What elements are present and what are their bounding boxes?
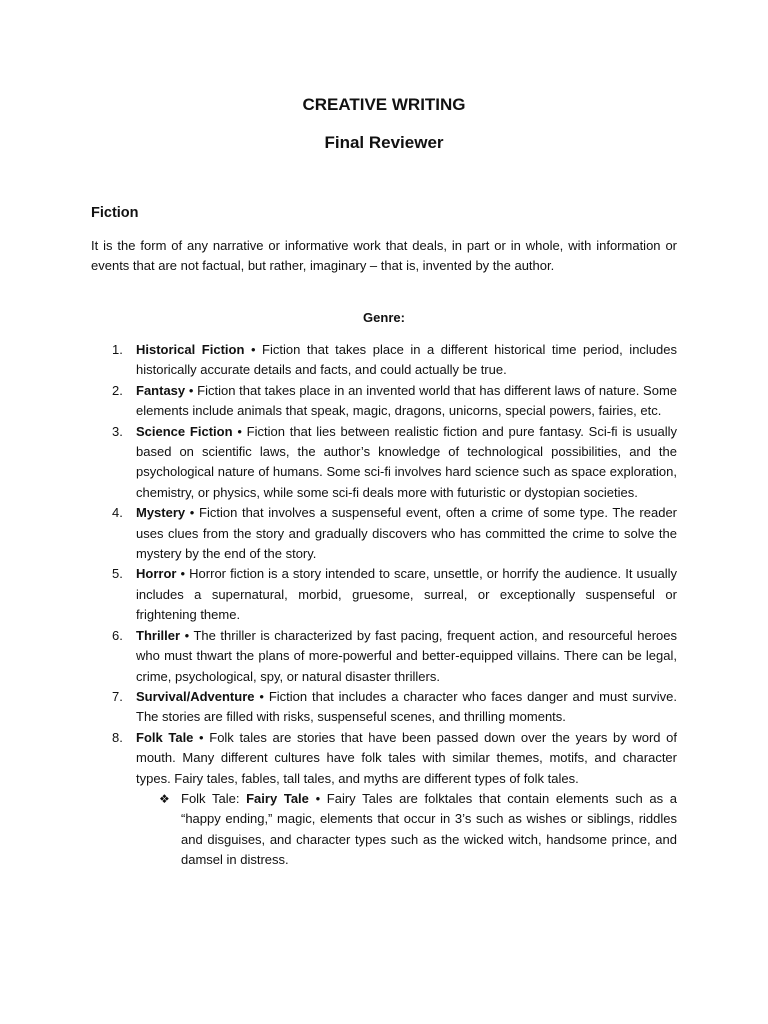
genre-name: Folk Tale [136, 729, 194, 745]
genre-description: • Fiction that lies between realistic fiction and pure fantasy. Sci-fi is usually based on scientific laws, the author’s knowledge of technological possibilities, and the psychological nature of humans. Some sci-fi involves hard science such as space exploration, chemistry, or physics, while some sci-fi deals more with futuristic or dystopian societies. [136, 423, 677, 500]
genre-description: • Fiction that includes a character who faces danger and must survive. The stories are filled with risks, suspenseful scenes, and thrilling moments. [136, 688, 677, 725]
list-item [112, 503, 677, 564]
list-item [112, 687, 677, 728]
list-number: 5. [112, 566, 123, 582]
genre-name: Fantasy [136, 382, 186, 398]
list-item [112, 728, 677, 789]
list-number: 7. [112, 688, 123, 704]
list-item [112, 381, 677, 422]
list-number: 3. [112, 423, 123, 439]
genre-list [0, 340, 768, 871]
genre-description: • Fiction that takes place in an invented world that has different laws of nature. Some elements include animals that speak, magic, dragons, unicorns, special powers, fairies, etc. [136, 382, 677, 419]
genre-name: Science Fiction [136, 423, 233, 439]
genre-name: Horror [136, 566, 177, 582]
genre-name: Survival/Adventure [136, 688, 255, 704]
genre-name: Mystery [136, 505, 186, 521]
genre-description: • Folk tales are stories that have been passed down over the years by word of mouth. Many different cultures have folk tales with similar themes, motifs, and character types. Fairy tales, fables, tall tales, and myths are different types of folk tales. [136, 729, 677, 786]
genre-name: Thriller [136, 627, 181, 643]
list-item [112, 626, 677, 687]
genre-label: Genre: [363, 310, 405, 325]
document-subtitle: Final Reviewer [324, 133, 444, 152]
list-item [112, 340, 677, 381]
list-number: 8. [112, 729, 123, 745]
list-number: 4. [112, 505, 123, 521]
section-heading: Fiction [91, 205, 139, 221]
list-number: 1. [112, 342, 123, 357]
sub-list-item [159, 789, 677, 871]
intro-paragraph: It is the form of any narrative or informative work that deals, in part or in whole, with information or events that are not factual, but rather, imaginary – that is, invented by the author. [91, 238, 677, 274]
genre-name: Historical Fiction [136, 342, 245, 357]
genre-description: • Fiction that involves a suspenseful event, often a crime of some type. The reader uses clues from the story and gradually discovers who has committed the crime to solve the mystery by the end of the story. [136, 505, 677, 562]
document-title: CREATIVE WRITING [302, 95, 466, 114]
list-item [112, 422, 677, 504]
list-number: 2. [112, 382, 123, 398]
genre-description: • The thriller is characterized by fast pacing, frequent action, and resourceful heroes who must thwart the plans of more-powerful and better-equipped villains. There can be legal, crime, psychological, spy, or natural disaster thrillers. [136, 627, 677, 684]
diamond-bullet-icon: ❖ [159, 791, 170, 806]
sub-item-name: Fairy Tale [246, 790, 309, 806]
genre-description: • Horror fiction is a story intended to scare, unsettle, or horrify the audience. It usually includes a supernatural, morbid, gruesome, surreal, or exceptionally suspenseful or frightening theme. [136, 566, 677, 623]
sub-item-description: • Fairy Tales are folktales that contain elements such as a “happy ending,” magic, elements that occur in 3’s such as wishes or siblings, riddles and disguises, and character types such as the wicked witch, handsome prince, and damsel in distress. [181, 790, 677, 868]
list-item [112, 564, 677, 625]
sub-item-prefix: Folk Tale: [181, 790, 247, 806]
list-number: 6. [112, 627, 123, 643]
genre-description: • Fiction that takes place in a different historical time period, includes historically accurate details and facts, and could actually be true. [136, 342, 677, 378]
